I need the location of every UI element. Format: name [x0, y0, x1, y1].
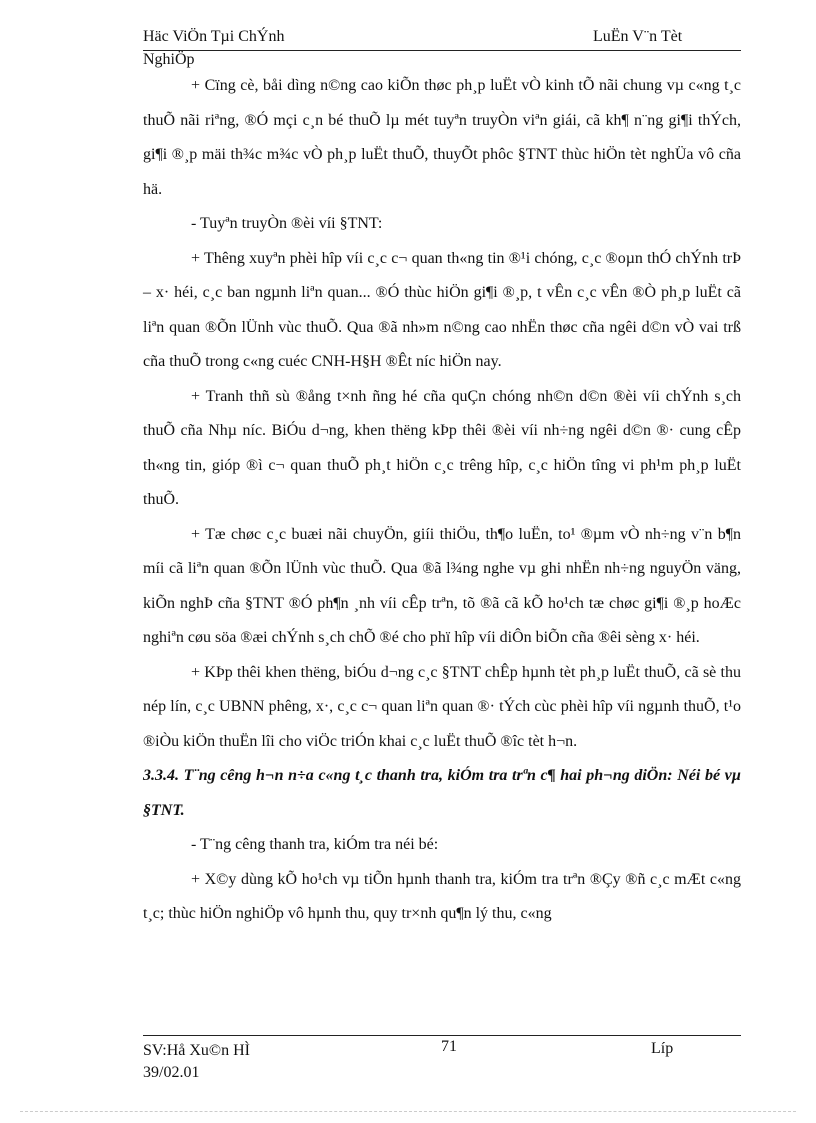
paragraph: - Tuyªn truyÒn ®èi víi §TNT:	[191, 215, 383, 232]
page-boundary-divider	[20, 1111, 796, 1112]
page-footer	[143, 1035, 741, 1081]
paragraph: + Cïng cè, båi dìng n©ng cao kiÕn thøc ph¸p luËt vÒ kinh tÕ nãi chung vµ c«ng t¸c thuÕ nãi riªng, ®Ó mçi c¸n bé thuÕ lµ mét tuyªn truyÒn viªn giái, cã kh¶ n¨ng gi¶i thÝch, gi¶i ®¸p mäi th¾c m¾c vÒ ph¸p luËt thuÕ, thuyÕt phôc §TNT thùc hiÖn tèt nghÜa vô cña hä.	[143, 77, 741, 198]
header-institution: Häc ViÖn Tµi ChÝnh	[143, 28, 285, 45]
footer-student-name: SV:Hå Xu©n HÌ	[143, 1042, 250, 1059]
paragraph: + X©y dùng kÕ ho¹ch vµ tiÕn hµnh thanh tra, kiÓm tra trªn ®Çy ®ñ c¸c mÆt c«ng t¸c; thùc hiÖn nghiÖp vô hµnh thu, quy tr×nh qu¶n lý thu, c«ng	[143, 870, 741, 922]
page-number: 71	[441, 1038, 457, 1055]
header-thesis-label-continued: NghiÖp	[143, 51, 195, 68]
footer-student-info	[143, 1040, 250, 1084]
page-header	[143, 28, 741, 51]
paragraph: + Tranh thñ sù ®ång t×nh ñng hé cña quÇn chóng nh©n d©n ®èi víi chÝnh s¸ch thuÕ cña Nhµ níc. BiÓu d¬ng, khen thëng kÞp thêi ®èi víi nh÷ng ngêi d©n ®· cung cÊp th«ng tin, gióp ®ì c¬ quan thuÕ ph¸t hiÖn c¸c trêng hîp, c¸c hiÖn tîng vi ph¹m ph¸p luËt thuÕ.	[143, 387, 741, 508]
footer-class-label: Líp	[651, 1040, 674, 1057]
paragraph: + KÞp thêi khen thëng, biÓu d¬ng c¸c §TNT chÊp hµnh tèt ph¸p luËt thuÕ, cã sè thu nép lín, c¸c UBNN phêng, x·, c¸c c¬ quan liªn quan ®· tÝch cùc phèi hîp víi ngµnh thuÕ, t¹o ®iÒu kiÖn thuËn lîi cho viÖc triÓn khai c¸c luËt thuÕ ®îc tèt h¬n.	[143, 663, 741, 750]
paragraph: + Thêng xuyªn phèi hîp víi c¸c c¬ quan th«ng tin ®¹i chóng, c¸c ®oµn thÓ chÝnh trÞ – x· héi, c¸c ban ngµnh liªn quan... ®Ó thùc hiÖn gi¶i ®¸p, t vÊn c¸c vÊn ®Ò ph¸p luËt cã liªn quan ®Õn lÜnh vùc thuÕ. Qua ®ã nh»m n©ng cao nhËn thøc cña ngêi d©n vÒ vai trß cña thuÕ trong c«ng cuéc CNH-H§H ®Êt níc hiÖn nay.	[143, 249, 741, 370]
section-heading: 3.3.4. T¨ng cêng h¬n n÷a c«ng t¸c thanh tra, kiÓm tra trªn c¶ hai ph¬ng diÖn: Néi bé vµ §TNT.	[143, 767, 741, 819]
header-thesis-label: LuËn V¨n Tèt	[593, 28, 683, 45]
paragraph: + Tæ chøc c¸c buæi nãi chuyÖn, giíi thiÖu, th¶o luËn, to¹ ®µm vÒ nh÷ng v¨n b¶n míi cã liªn quan ®Õn lÜnh vùc thuÕ. Qua ®ã l¾ng nghe vµ ghi nhËn nh÷ng nguyÖn väng, kiÕn nghÞ cña §TNT ®Ó ph¶n ¸nh víi cÊp trªn, tõ ®ã cã kÕ ho¹ch tæ chøc gi¶i ®¸p hoÆc nghiªn cøu söa ®æi chÝnh s¸ch chÕ ®é cho phï hîp víi diÔn biÕn cña ®êi sèng x· héi.	[143, 525, 741, 646]
paragraph: - T¨ng cêng thanh tra, kiÓm tra néi bé:	[191, 836, 439, 853]
footer-student-class-code: 39/02.01	[143, 1064, 200, 1081]
document-body	[143, 69, 741, 932]
